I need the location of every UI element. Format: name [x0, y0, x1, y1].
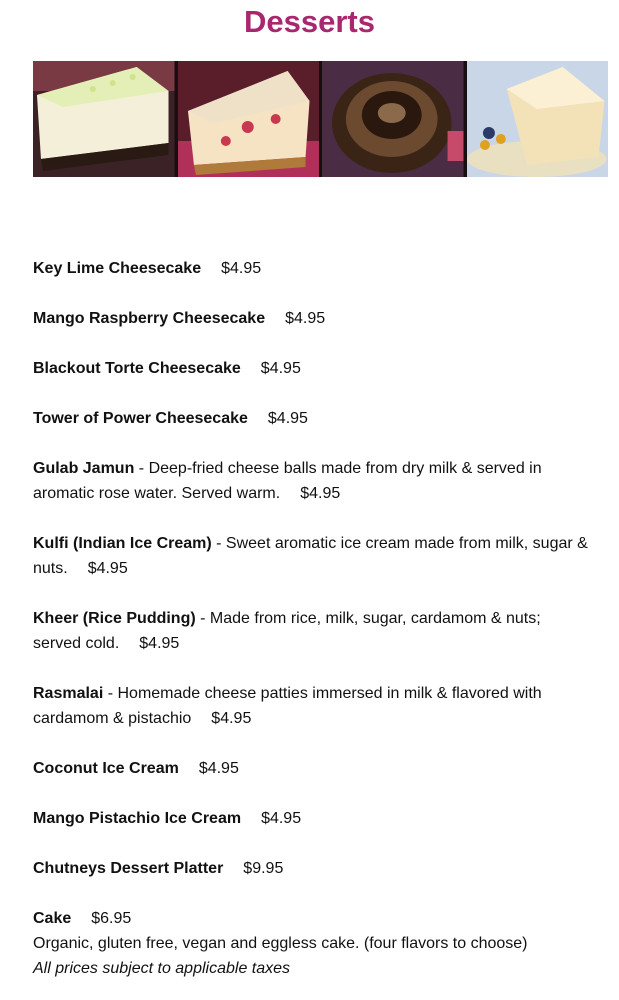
- item-description: - Sweet aromatic ice cream made from milk, sugar & nuts.: [33, 535, 588, 577]
- item-price: $4.95: [285, 310, 326, 327]
- item-name: Mango Raspberry Cheesecake: [33, 310, 266, 327]
- item-name: Blackout Torte Cheesecake: [33, 360, 241, 377]
- menu-item-mango-pistachio-ice-cream: [33, 806, 593, 831]
- item-description: - Deep-fried cheese balls made from dry milk & served in aromatic rose water. Served warm.: [33, 460, 542, 502]
- item-price: $4.95: [221, 260, 262, 277]
- item-name: Key Lime Cheesecake: [33, 260, 202, 277]
- menu-item-coconut-ice-cream: [33, 756, 593, 781]
- menu-item-kheer: [33, 606, 593, 656]
- menu-item-gulab-jamun: [33, 456, 593, 506]
- tax-note: All prices subject to applicable taxes: [33, 960, 291, 977]
- item-name: Mango Pistachio Ice Cream: [33, 810, 242, 827]
- item-name: Kheer (Rice Pudding): [33, 610, 196, 627]
- item-name: Kulfi (Indian Ice Cream): [33, 535, 212, 552]
- dessert-banner: [33, 61, 608, 177]
- menu-item-rasmalai: [33, 681, 593, 731]
- menu-item-blackout-torte-cheesecake: [33, 356, 593, 381]
- item-price: $4.95: [139, 635, 180, 652]
- cheesecake-slice-photo: [467, 61, 609, 177]
- item-name: Cake: [33, 910, 72, 927]
- item-description: - Homemade cheese patties immersed in milk & flavored with cardamom & pistachio: [33, 685, 542, 727]
- item-price: $6.95: [91, 910, 132, 927]
- item-price: $4.95: [261, 810, 302, 827]
- item-price: $4.95: [87, 560, 128, 577]
- item-name: Coconut Ice Cream: [33, 760, 179, 777]
- page-title: Desserts: [244, 4, 375, 39]
- menu-item-chutneys-dessert-platter: [33, 856, 593, 881]
- item-description: Organic, gluten free, vegan and eggless cake. (four flavors to choose): [33, 935, 528, 952]
- menu-item-cake: [33, 906, 593, 956]
- item-name: Chutneys Dessert Platter: [33, 860, 224, 877]
- item-price: $4.95: [300, 485, 341, 502]
- item-price: $4.95: [198, 760, 239, 777]
- item-price: $4.95: [211, 710, 252, 727]
- item-name: Tower of Power Cheesecake: [33, 410, 248, 427]
- item-price: $4.95: [260, 360, 301, 377]
- item-price: $4.95: [267, 410, 308, 427]
- item-name: Rasmalai: [33, 685, 104, 702]
- chocolate-torte-photo: [322, 61, 464, 177]
- menu-item-tower-of-power-cheesecake: [33, 406, 593, 431]
- menu-item-kulfi: [33, 531, 593, 581]
- key-lime-cheesecake-photo: [33, 61, 175, 177]
- menu-item-key-lime-cheesecake: [33, 256, 593, 281]
- item-name: Gulab Jamun: [33, 460, 135, 477]
- dessert-menu: [33, 256, 593, 981]
- menu-item-mango-raspberry-cheesecake: [33, 306, 593, 331]
- raspberry-cheesecake-photo: [178, 61, 320, 177]
- item-description: - Made from rice, milk, sugar, cardamom & nuts; served cold.: [33, 610, 541, 652]
- item-price: $9.95: [243, 860, 284, 877]
